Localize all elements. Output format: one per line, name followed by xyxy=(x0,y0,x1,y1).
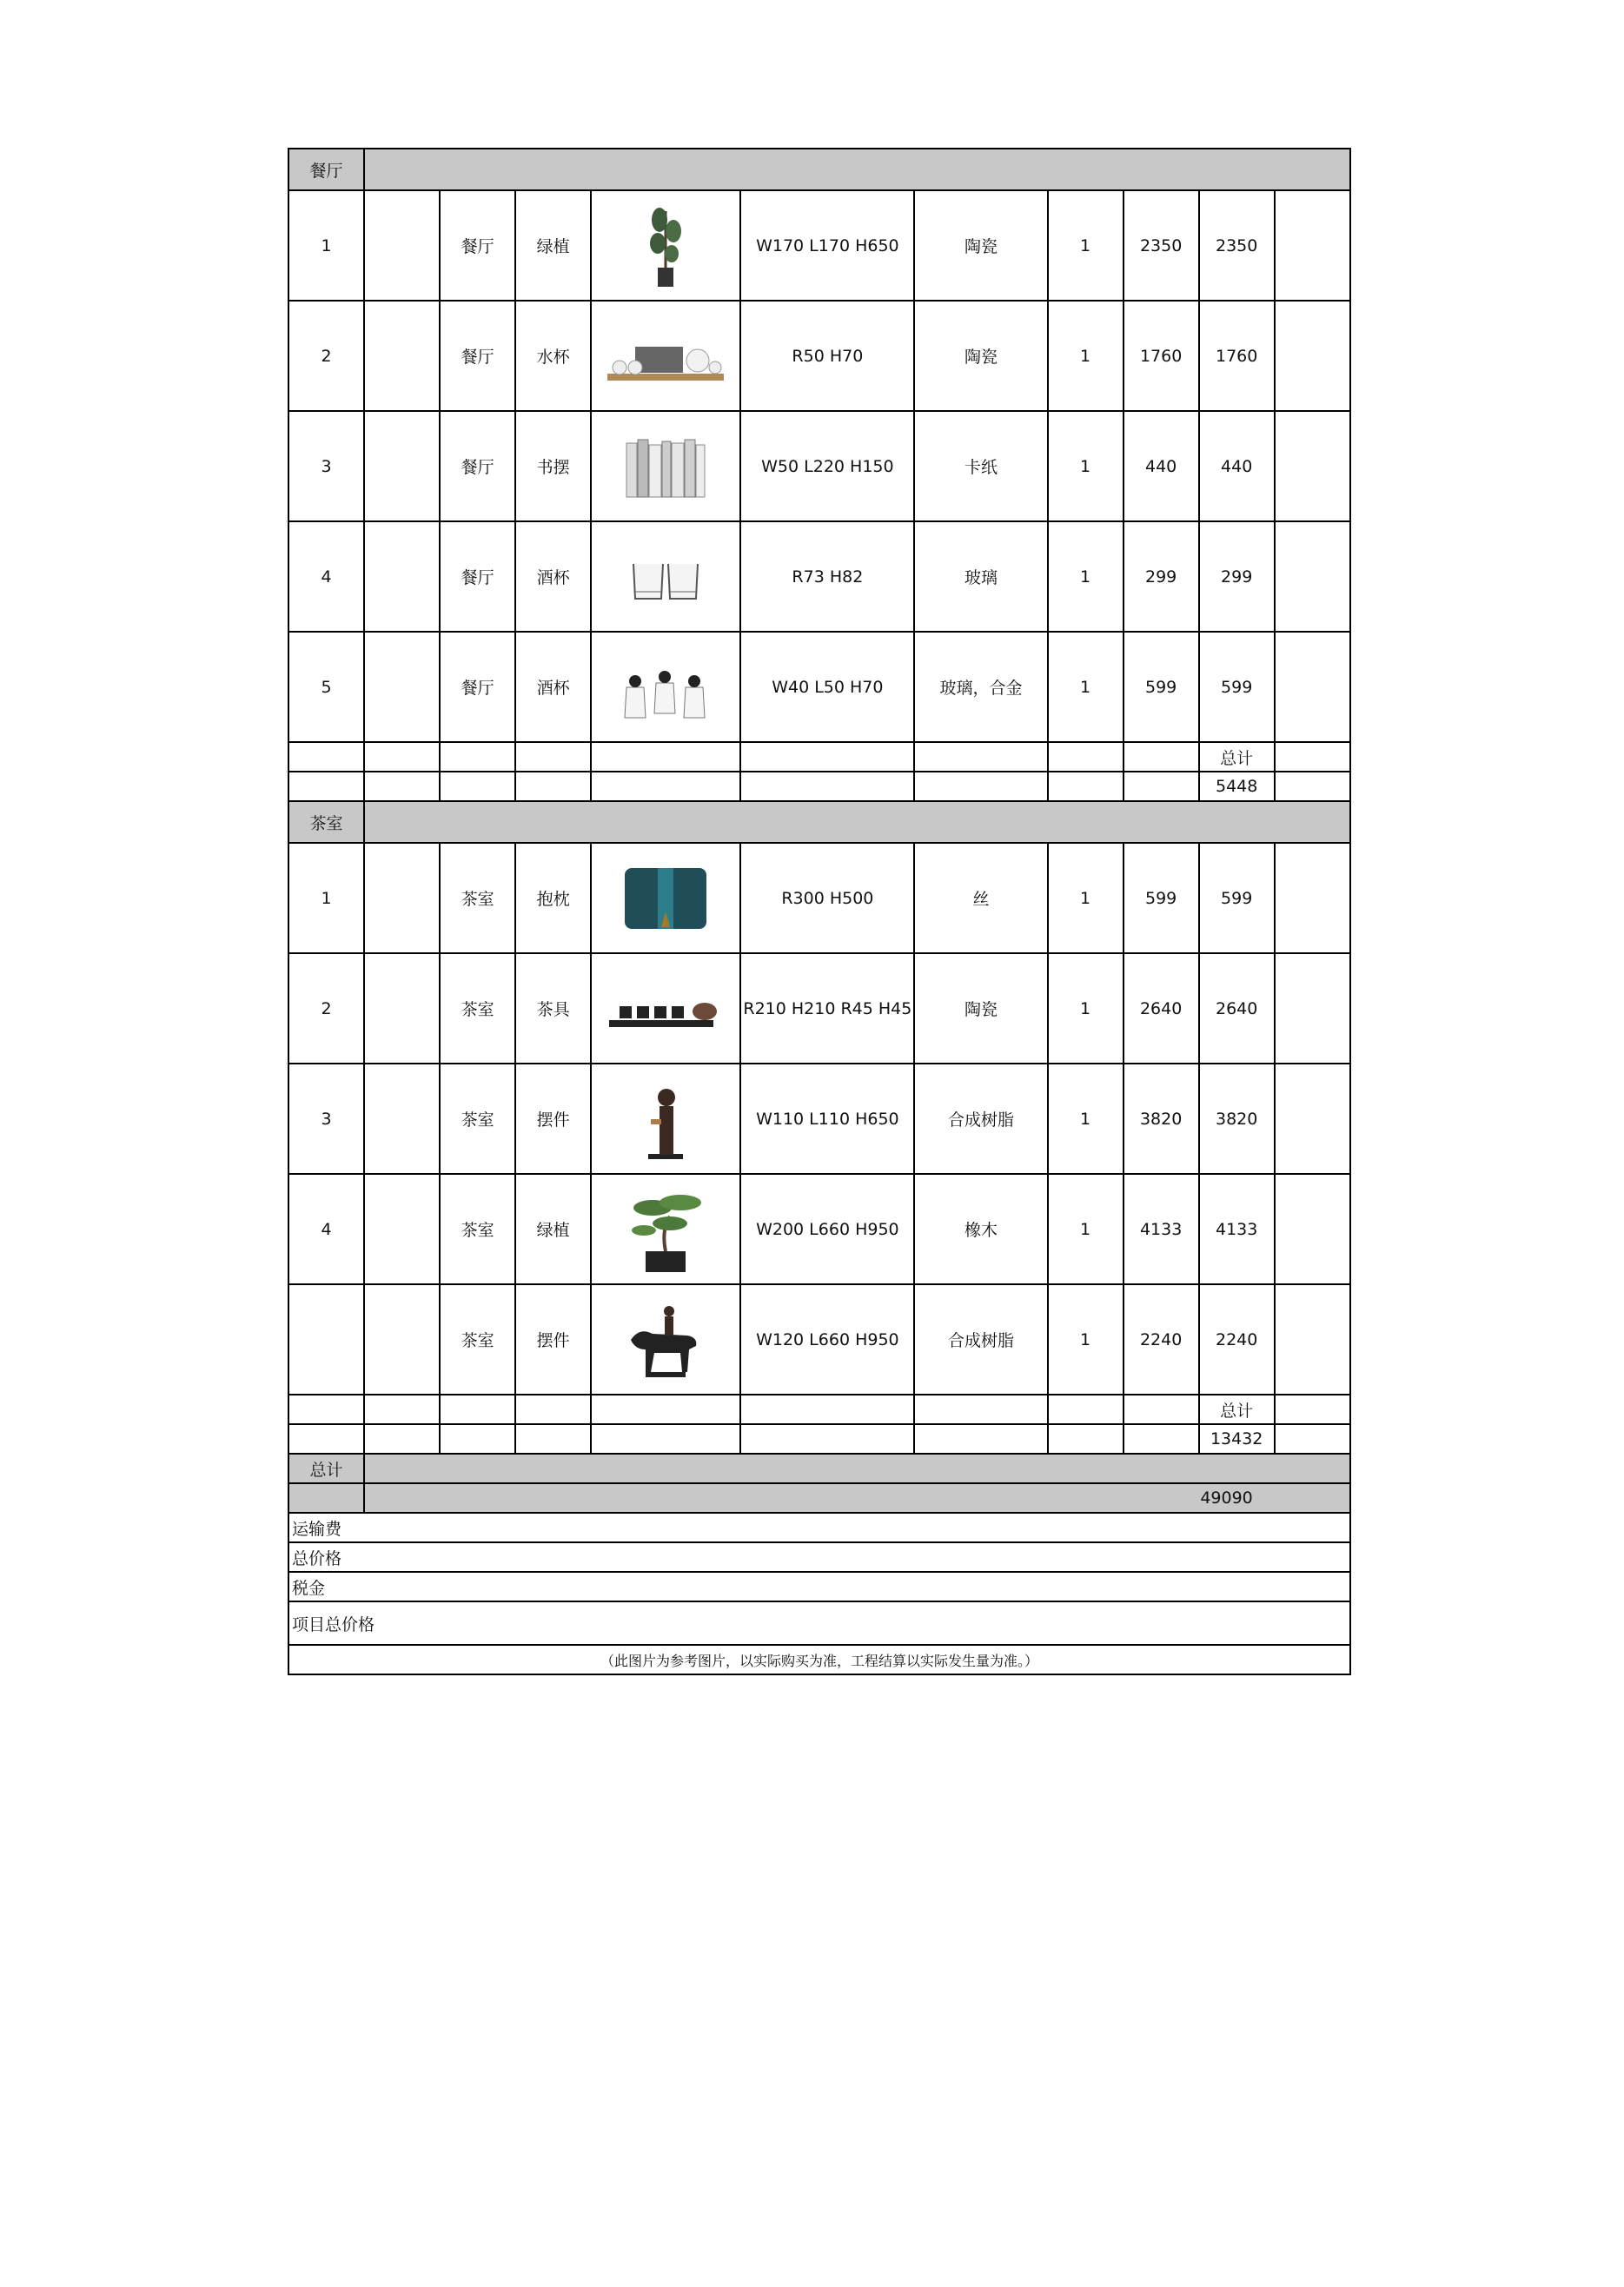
footer-row xyxy=(288,1513,1350,1542)
item-image xyxy=(591,1284,740,1395)
item-image xyxy=(591,301,740,411)
item-image xyxy=(591,632,740,742)
blank-cell xyxy=(1048,772,1124,801)
blank-cell xyxy=(440,1395,515,1424)
cup-set-icon xyxy=(600,308,731,404)
item-room: 茶室 xyxy=(440,1064,515,1174)
item-name: 摆件 xyxy=(515,1064,591,1174)
blank-cell xyxy=(288,772,364,801)
blank-cell xyxy=(591,742,740,772)
item-image xyxy=(591,1174,740,1284)
item-material: 丝 xyxy=(914,843,1047,953)
subtotal-label: 总计 xyxy=(1199,742,1275,772)
blank-cell xyxy=(1275,190,1350,301)
section-name: 餐厅 xyxy=(288,149,364,190)
item-quantity: 1 xyxy=(1048,1284,1124,1395)
grand-total-label: 总计 xyxy=(288,1454,364,1483)
subtotal-row xyxy=(288,742,1350,772)
item-size: W200 L660 H950 xyxy=(740,1174,914,1284)
item-unit-price: 299 xyxy=(1124,521,1199,632)
item-number: 4 xyxy=(288,1174,364,1284)
item-material: 陶瓷 xyxy=(914,301,1047,411)
blank-cell xyxy=(364,1174,440,1284)
blank-cell xyxy=(1275,301,1350,411)
blank-cell xyxy=(1275,772,1350,801)
blank-cell xyxy=(1048,1424,1124,1454)
item-material: 橡木 xyxy=(914,1174,1047,1284)
item-quantity: 1 xyxy=(1048,843,1124,953)
item-image xyxy=(591,411,740,521)
blank-cell xyxy=(364,772,440,801)
blank-cell xyxy=(1124,1424,1199,1454)
item-number: 1 xyxy=(288,843,364,953)
item-room: 茶室 xyxy=(440,953,515,1064)
item-size: R73 H82 xyxy=(740,521,914,632)
blank-cell xyxy=(1048,742,1124,772)
project-total-label: 项目总价格 xyxy=(288,1601,1350,1645)
item-name: 绿植 xyxy=(515,190,591,301)
item-total: 2350 xyxy=(1199,190,1275,301)
item-size: W120 L660 H950 xyxy=(740,1284,914,1395)
item-number: 2 xyxy=(288,301,364,411)
blank-cell xyxy=(740,1424,914,1454)
item-size: W110 L110 H650 xyxy=(740,1064,914,1174)
blank-cell xyxy=(364,1284,440,1395)
blank-cell xyxy=(740,1395,914,1424)
item-material: 玻璃，合金 xyxy=(914,632,1047,742)
item-size: R300 H500 xyxy=(740,843,914,953)
item-size: W40 L50 H70 xyxy=(740,632,914,742)
tax-label: 税金 xyxy=(288,1572,1350,1601)
blank-cell xyxy=(440,1424,515,1454)
item-quantity: 1 xyxy=(1048,1174,1124,1284)
item-total: 2240 xyxy=(1199,1284,1275,1395)
blank-cell xyxy=(515,1424,591,1454)
disclaimer-note: （此图片为参考图片，以实际购买为准，工程结算以实际发生量为准。） xyxy=(288,1645,1350,1674)
blank-cell xyxy=(1275,843,1350,953)
item-number: 4 xyxy=(288,521,364,632)
item-size: W170 L170 H650 xyxy=(740,190,914,301)
item-material: 卡纸 xyxy=(914,411,1047,521)
section-header xyxy=(288,149,1350,190)
item-image xyxy=(591,190,740,301)
blank-cell xyxy=(1048,1395,1124,1424)
item-number: 3 xyxy=(288,1064,364,1174)
item-unit-price: 1760 xyxy=(1124,301,1199,411)
item-room: 餐厅 xyxy=(440,190,515,301)
blank-cell xyxy=(1275,411,1350,521)
item-total: 1760 xyxy=(1199,301,1275,411)
blank-cell xyxy=(364,1064,440,1174)
blank-cell xyxy=(1275,1174,1350,1284)
horse-rider-statue-icon xyxy=(600,1292,731,1388)
books-icon xyxy=(600,419,731,514)
figure-statue-icon xyxy=(600,1071,731,1167)
blank-cell xyxy=(1275,1064,1350,1174)
item-unit-price: 2640 xyxy=(1124,953,1199,1064)
quotation-table xyxy=(288,148,1351,1675)
item-room: 茶室 xyxy=(440,1174,515,1284)
item-total: 599 xyxy=(1199,632,1275,742)
subtotal-label: 总计 xyxy=(1199,1395,1275,1424)
blank-cell xyxy=(740,772,914,801)
table-row xyxy=(288,521,1350,632)
table-row xyxy=(288,1064,1350,1174)
blank-cell xyxy=(364,1395,440,1424)
item-total: 599 xyxy=(1199,843,1275,953)
item-room: 餐厅 xyxy=(440,521,515,632)
item-total: 2640 xyxy=(1199,953,1275,1064)
table-row xyxy=(288,632,1350,742)
item-room: 茶室 xyxy=(440,1284,515,1395)
blank-cell xyxy=(440,772,515,801)
item-size: W50 L220 H150 xyxy=(740,411,914,521)
grand-total-row xyxy=(288,1483,1350,1513)
blank-cell xyxy=(288,742,364,772)
blank-cell xyxy=(1275,1395,1350,1424)
item-quantity: 1 xyxy=(1048,301,1124,411)
blank-cell xyxy=(1275,742,1350,772)
blank-cell xyxy=(364,632,440,742)
blank-cell xyxy=(364,411,440,521)
blank-cell xyxy=(364,843,440,953)
blank-cell xyxy=(1275,953,1350,1064)
total-price-label: 总价格 xyxy=(288,1542,1350,1572)
item-size: R210 H210 R45 H45 xyxy=(740,953,914,1064)
item-number xyxy=(288,1284,364,1395)
footer-row xyxy=(288,1572,1350,1601)
footer-row xyxy=(288,1542,1350,1572)
blank-cell xyxy=(740,742,914,772)
blank-cell xyxy=(515,1395,591,1424)
blank-cell xyxy=(364,521,440,632)
blank-cell xyxy=(914,772,1047,801)
table-row xyxy=(288,411,1350,521)
item-quantity: 1 xyxy=(1048,411,1124,521)
subtotal-value: 13432 xyxy=(1199,1424,1275,1454)
item-name: 酒杯 xyxy=(515,521,591,632)
glass-cups-icon xyxy=(600,640,731,735)
table-row xyxy=(288,1174,1350,1284)
subtotal-row xyxy=(288,1424,1350,1454)
blank-cell xyxy=(1275,1284,1350,1395)
table-row xyxy=(288,953,1350,1064)
grand-total-value: 49090 xyxy=(1200,1488,1253,1508)
item-quantity: 1 xyxy=(1048,190,1124,301)
glass-tumblers-icon xyxy=(600,529,731,625)
blank-cell xyxy=(364,1424,440,1454)
blank-cell xyxy=(364,301,440,411)
item-number: 1 xyxy=(288,190,364,301)
section-header-fill xyxy=(364,149,1350,190)
blank-cell xyxy=(914,742,1047,772)
pillow-icon xyxy=(600,851,731,946)
section-header xyxy=(288,801,1350,843)
footer-row xyxy=(288,1601,1350,1645)
item-total: 4133 xyxy=(1199,1174,1275,1284)
shipping-label: 运输费 xyxy=(288,1513,1350,1542)
tea-set-icon xyxy=(600,961,731,1057)
item-material: 合成树脂 xyxy=(914,1064,1047,1174)
item-name: 水杯 xyxy=(515,301,591,411)
item-material: 陶瓷 xyxy=(914,190,1047,301)
blank-cell xyxy=(288,1395,364,1424)
item-unit-price: 2240 xyxy=(1124,1284,1199,1395)
item-quantity: 1 xyxy=(1048,521,1124,632)
item-name: 抱枕 xyxy=(515,843,591,953)
blank-cell xyxy=(364,953,440,1064)
grand-total-cell xyxy=(364,1483,1350,1513)
blank-cell xyxy=(1124,1395,1199,1424)
blank-cell xyxy=(914,1395,1047,1424)
item-image xyxy=(591,953,740,1064)
item-quantity: 1 xyxy=(1048,1064,1124,1174)
blank-cell xyxy=(1275,632,1350,742)
subtotal-row xyxy=(288,1395,1350,1424)
table-row xyxy=(288,1284,1350,1395)
item-room: 餐厅 xyxy=(440,301,515,411)
item-total: 3820 xyxy=(1199,1064,1275,1174)
section-name: 茶室 xyxy=(288,801,364,843)
item-number: 2 xyxy=(288,953,364,1064)
blank-cell xyxy=(591,1395,740,1424)
item-unit-price: 599 xyxy=(1124,632,1199,742)
item-material: 合成树脂 xyxy=(914,1284,1047,1395)
item-room: 餐厅 xyxy=(440,632,515,742)
item-image xyxy=(591,1064,740,1174)
blank-cell xyxy=(591,772,740,801)
blank-cell xyxy=(440,742,515,772)
item-name: 酒杯 xyxy=(515,632,591,742)
blank-cell xyxy=(914,1424,1047,1454)
blank-cell xyxy=(515,772,591,801)
table-row xyxy=(288,843,1350,953)
potted-plant-icon xyxy=(600,198,731,294)
blank-cell xyxy=(591,1424,740,1454)
table-row xyxy=(288,190,1350,301)
grand-total-header xyxy=(288,1454,1350,1483)
item-total: 440 xyxy=(1199,411,1275,521)
item-size: R50 H70 xyxy=(740,301,914,411)
blank-cell xyxy=(1124,772,1199,801)
blank-cell xyxy=(364,742,440,772)
item-name: 绿植 xyxy=(515,1174,591,1284)
note-row xyxy=(288,1645,1350,1674)
item-material: 玻璃 xyxy=(914,521,1047,632)
item-name: 摆件 xyxy=(515,1284,591,1395)
blank-cell xyxy=(515,742,591,772)
item-unit-price: 440 xyxy=(1124,411,1199,521)
bonsai-pine-icon xyxy=(600,1182,731,1277)
item-room: 餐厅 xyxy=(440,411,515,521)
item-image xyxy=(591,843,740,953)
blank-cell xyxy=(1124,742,1199,772)
item-material: 陶瓷 xyxy=(914,953,1047,1064)
item-number: 5 xyxy=(288,632,364,742)
subtotal-row xyxy=(288,772,1350,801)
item-unit-price: 2350 xyxy=(1124,190,1199,301)
blank-cell xyxy=(288,1483,364,1513)
item-unit-price: 4133 xyxy=(1124,1174,1199,1284)
item-number: 3 xyxy=(288,411,364,521)
blank-cell xyxy=(364,190,440,301)
item-quantity: 1 xyxy=(1048,632,1124,742)
table-row xyxy=(288,301,1350,411)
item-room: 茶室 xyxy=(440,843,515,953)
subtotal-value: 5448 xyxy=(1199,772,1275,801)
item-unit-price: 599 xyxy=(1124,843,1199,953)
grand-total-fill xyxy=(364,1454,1350,1483)
item-quantity: 1 xyxy=(1048,953,1124,1064)
section-header-fill xyxy=(364,801,1350,843)
item-total: 299 xyxy=(1199,521,1275,632)
item-unit-price: 3820 xyxy=(1124,1064,1199,1174)
blank-cell xyxy=(288,1424,364,1454)
item-image xyxy=(591,521,740,632)
item-name: 茶具 xyxy=(515,953,591,1064)
item-name: 书摆 xyxy=(515,411,591,521)
blank-cell xyxy=(1275,521,1350,632)
blank-cell xyxy=(1275,1424,1350,1454)
